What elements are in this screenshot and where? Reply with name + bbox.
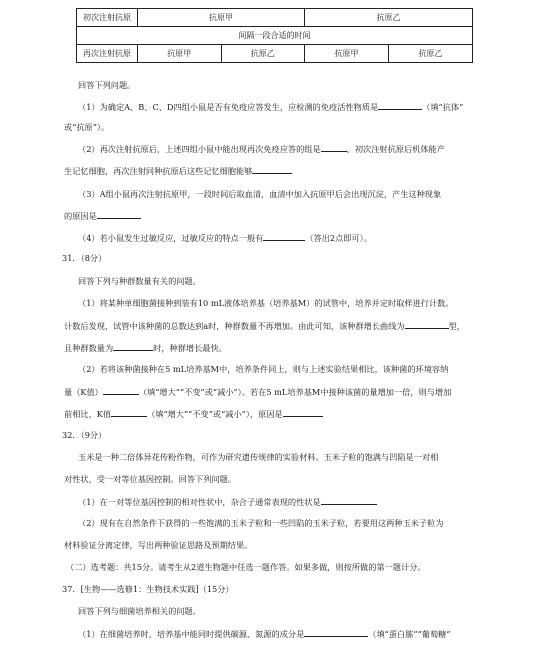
text-line (78, 232, 372, 244)
text-line: 或“抗原”）。 (64, 122, 110, 132)
answer-blank[interactable] (304, 628, 368, 637)
question-text: （1）在细菌培养时，培养基中能同时提供碳源、氮源的成分是 (78, 629, 305, 639)
text-line: （3）A组小鼠再次注射抗原甲，一段时间后取血清，血清中加入抗原甲后会出现沉淀，产生这种现象 (78, 189, 442, 199)
table-cell: 再次注射抗原 (77, 45, 138, 63)
text-line (78, 628, 451, 640)
question-text: 生记忆细胞，再次注射同种抗原后这些记忆细胞能够 (64, 166, 253, 176)
table-cell: 抗原乙 (305, 9, 473, 27)
text-line (78, 496, 377, 508)
table-row (77, 45, 473, 63)
answer-blank[interactable] (378, 101, 422, 110)
text-line: 材料验证分离定律，写出两种验证思路及预期结果。 (64, 540, 253, 550)
question-text: 的原因是 (64, 211, 97, 221)
question-number: 32．（9分） (62, 430, 107, 440)
question-text: （4）若小鼠发生过敏反应，过敏反应的特点一般有 (78, 233, 264, 243)
question-text: （填“增大”“不变”或“减小”），原因是 (147, 409, 283, 419)
text-line: 回答下列问题。 (78, 80, 136, 90)
table-cell: 抗原乙 (221, 45, 305, 63)
question-text: （填“增大”“不变”或“减小”）。若在5 mL培养基M中接种该菌的量增加一倍，则与增加 (138, 387, 452, 397)
question-text: （填“抗体” (422, 102, 464, 112)
text-line: 对性状，受一对等位基因控制。回答下列问题。 (64, 474, 236, 484)
text-line (78, 101, 463, 113)
table-row (77, 27, 473, 45)
text-line: 回答下列与种群数量有关的问题。 (78, 276, 201, 286)
question-number: 31．（8分） (62, 253, 107, 263)
answer-blank[interactable] (113, 342, 153, 351)
answer-blank[interactable] (103, 386, 139, 395)
question-text: 型， (448, 321, 465, 331)
table-cell: 间隔一段合适的时间 (77, 27, 473, 45)
text-line: （1）将某种单细胞菌接种到装有10 mL液体培养基（培养基M）的试管中，培养并定时取样进行计数。 (78, 298, 454, 308)
answer-blank[interactable] (321, 496, 377, 505)
text-line: （2）现有在自然条件下获得的一些饱满的玉米子粒和一些凹陷的玉米子粒，若要用这两种玉米子粒为 (78, 518, 444, 528)
text-line (64, 408, 323, 420)
section-heading: （二）选考题：共15分。请考生从2道生物题中任选一题作答。如果多做，则按所做的第一题计分。 (66, 562, 426, 572)
answer-blank[interactable] (405, 320, 449, 329)
question-text: （1）在一对等位基因控制的相对性状中，杂合子通常表现的性状是 (78, 497, 321, 507)
question-text: 量（K值） (64, 387, 103, 397)
table-cell: 抗原乙 (388, 45, 472, 63)
text-line: 玉米是一种二倍体异花传粉作物，可作为研究遗传规律的实验材料。玉米子粒的饱满与凹陷是一对相 (78, 452, 439, 462)
question-text: （2）再次注射抗原后，上述四组小鼠中能出现再次免疫应答的组是 (78, 144, 321, 154)
answer-blank[interactable] (283, 408, 323, 417)
answer-blank[interactable] (263, 232, 305, 241)
text-line (64, 320, 465, 332)
table-cell: 抗原甲 (138, 45, 222, 63)
table-cell: 抗原甲 (138, 9, 305, 27)
question-number: 37．[生物——选修1：生物技术实践]（15分） (62, 584, 234, 594)
text-line (78, 143, 445, 155)
text-line: （2）若将该种菌接种在5 mL培养基M中，培养条件同上，则与上述实验结果相比，该种菌的环境容纳 (78, 364, 449, 374)
answer-blank[interactable] (321, 143, 347, 152)
text-line: 回答下列与细菌培养相关的问题。 (78, 606, 201, 616)
table-cell: 初次注射抗原 (77, 9, 138, 27)
table-row (77, 9, 473, 27)
text-line (64, 210, 141, 222)
question-text: （填“蛋白胨”“葡萄糖” (368, 629, 451, 639)
question-text: 计数后发现，试管中该种菌的总数达到a时，种群数量不再增加。由此可知，该种群增长曲线为 (64, 321, 405, 331)
table-cell: 抗原甲 (305, 45, 389, 63)
text-line (64, 386, 451, 398)
answer-blank[interactable] (252, 165, 292, 174)
question-text: （答出2点即可）。 (305, 233, 372, 243)
answer-blank[interactable] (111, 408, 147, 417)
question-text: 时，种群增长最快。 (153, 343, 227, 353)
answer-blank[interactable] (97, 210, 141, 219)
text-line (64, 165, 292, 177)
experiment-table (76, 8, 473, 63)
text-line (64, 342, 227, 354)
question-text: 前相比，K值 (64, 409, 112, 419)
question-text: （1）为确定A、B、C、D四组小鼠是否有免疫应答发生，应检测的免疫活性物质是 (78, 102, 379, 112)
question-text: 且种群数量为 (64, 343, 114, 353)
question-text: 。初次注射抗原后机体能产 (346, 144, 445, 154)
